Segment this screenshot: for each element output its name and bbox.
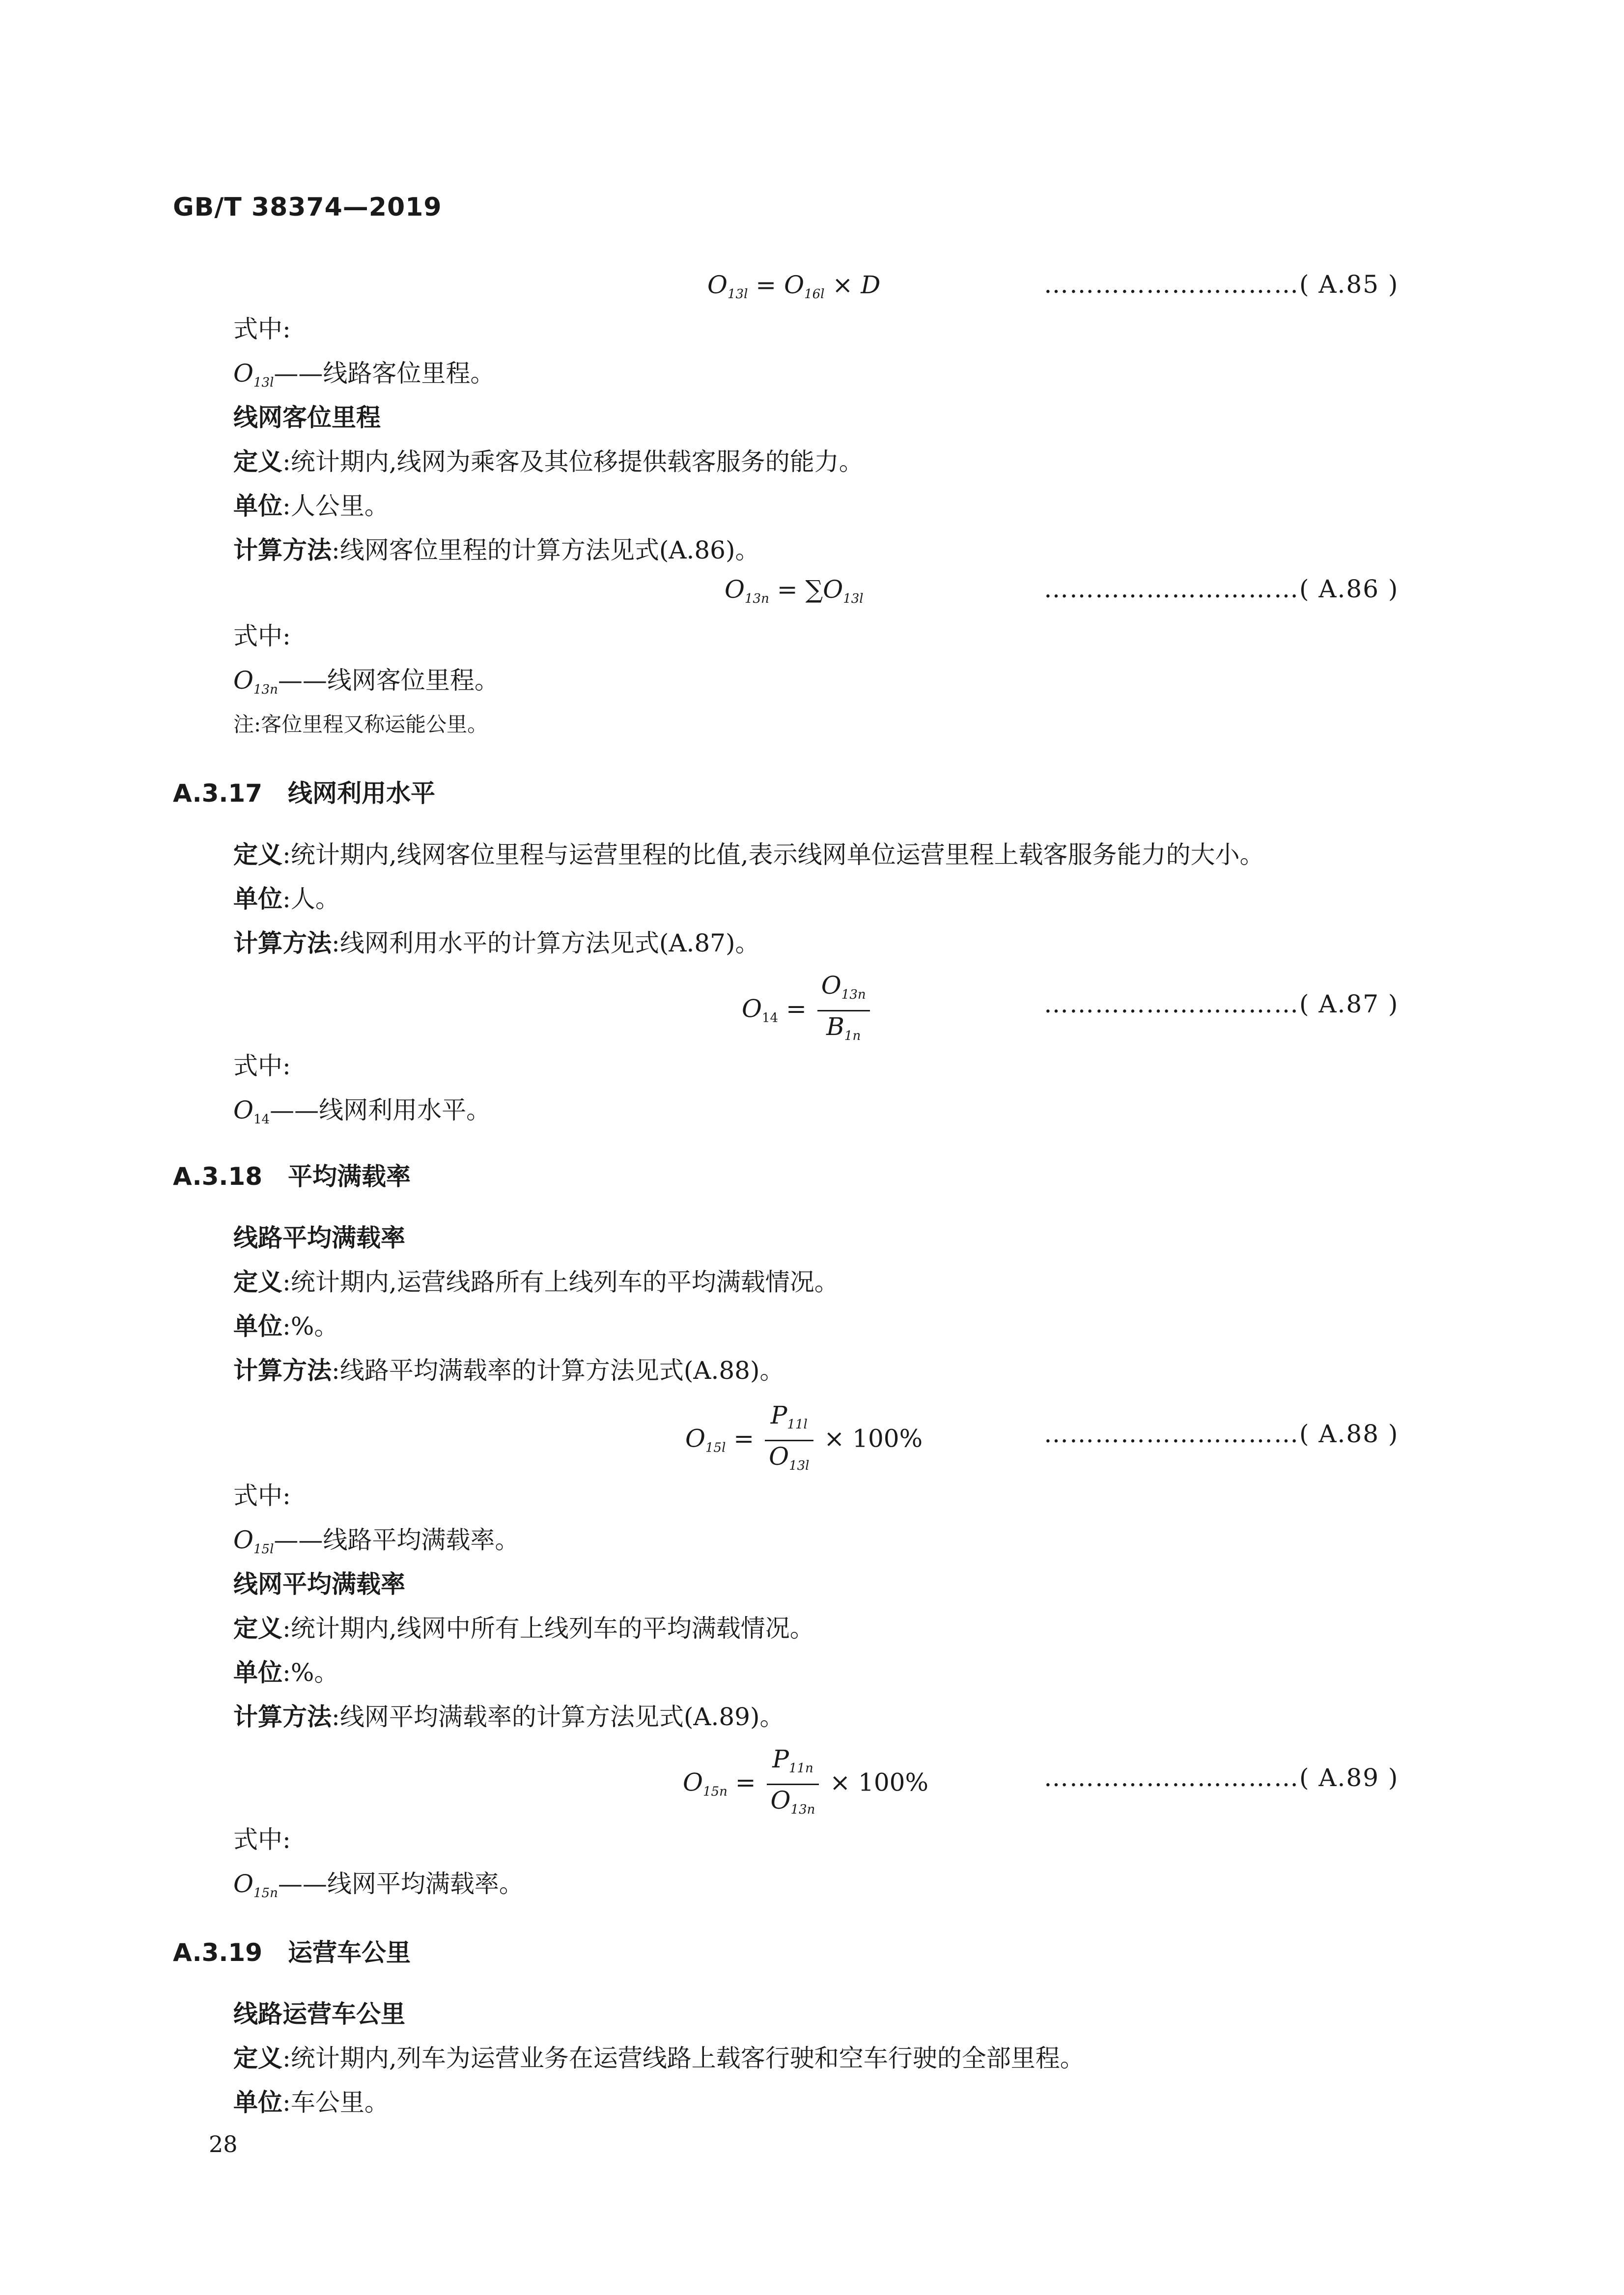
symbol-description: ——线网利用水平。 bbox=[270, 1096, 491, 1124]
section-number: A.3.18 bbox=[173, 1162, 262, 1191]
definition-text: :统计期内,列车为运营业务在运营线路上载客行驶和空车行驶的全部里程。 bbox=[282, 2044, 1085, 2072]
definition-text: :统计期内,线网中所有上线列车的平均满载情况。 bbox=[282, 1614, 814, 1643]
formula-subscript: 13l bbox=[789, 1458, 810, 1473]
formula-a87 bbox=[742, 970, 873, 1051]
shizhong-label: 式中: bbox=[233, 1052, 291, 1080]
formula-operator: = ∑ bbox=[769, 575, 823, 604]
unit-text: :%。 bbox=[282, 1658, 339, 1687]
calc-method-text: :线路平均满载率的计算方法见式(A.88)。 bbox=[332, 1356, 784, 1385]
formula-symbol: O bbox=[823, 575, 843, 604]
symbol-definition bbox=[233, 359, 495, 397]
formula-operator: × 100% bbox=[816, 1424, 923, 1453]
shizhong-label: 式中: bbox=[233, 1482, 291, 1510]
definition-line bbox=[233, 1614, 814, 1643]
symbol-definition bbox=[233, 1095, 491, 1134]
shizhong-label: 式中: bbox=[233, 1825, 291, 1854]
definition-text: :统计期内,运营线路所有上线列车的平均满载情况。 bbox=[282, 1268, 839, 1296]
fraction-numerator bbox=[765, 1400, 813, 1441]
formula-a86 bbox=[725, 575, 864, 614]
formula-subscript: 13n bbox=[745, 591, 769, 606]
calc-method-text: :线网利用水平的计算方法见式(A.87)。 bbox=[332, 929, 760, 957]
symbol-definition bbox=[233, 1525, 519, 1564]
formula-symbol: P bbox=[770, 1401, 787, 1429]
formula-symbol: O bbox=[770, 1786, 791, 1815]
formula-symbol: O bbox=[233, 1870, 253, 1898]
formula-symbol: O bbox=[233, 359, 253, 388]
calc-method-line bbox=[233, 928, 759, 958]
definition-label: 定义 bbox=[233, 1614, 282, 1643]
formula-subscript: 15n bbox=[253, 1886, 278, 1901]
symbol-description: ——线路客位里程。 bbox=[274, 359, 495, 388]
formula-subscript: 13l bbox=[843, 591, 864, 606]
formula-operator: × bbox=[824, 271, 861, 299]
section-title: 平均满载率 bbox=[287, 1162, 411, 1191]
formula-fraction bbox=[765, 1400, 813, 1481]
formula-fraction bbox=[767, 1744, 819, 1825]
equation-number-a87: …………………………( A.87 ) bbox=[1044, 990, 1399, 1018]
calc-method-line bbox=[233, 535, 759, 565]
formula-subscript: 15l bbox=[253, 1542, 274, 1557]
unit-line bbox=[233, 491, 389, 521]
subsection-title bbox=[233, 1569, 405, 1599]
subsection-title-text: 线网客位里程 bbox=[233, 403, 381, 432]
symbol-description: ——线网平均满载率。 bbox=[278, 1870, 524, 1898]
formula-subscript: 13n bbox=[253, 682, 278, 697]
formula-subscript: 13l bbox=[253, 375, 274, 390]
standard-number: GB/T 38374—2019 bbox=[173, 193, 442, 222]
section-title: 线网利用水平 bbox=[287, 779, 435, 808]
formula-operator: × 100% bbox=[822, 1768, 929, 1797]
formula-symbol: O bbox=[725, 575, 745, 604]
formula-operator: = bbox=[726, 1424, 762, 1453]
formula-subscript: 1n bbox=[844, 1029, 861, 1043]
note-text: 注:客位里程又称运能公里。 bbox=[233, 712, 488, 736]
definition-line bbox=[233, 2043, 1085, 2073]
formula-operator: = bbox=[748, 271, 784, 299]
calc-method-label: 计算方法 bbox=[233, 1356, 332, 1385]
formula-subscript: 15l bbox=[705, 1440, 726, 1455]
unit-label: 单位 bbox=[233, 885, 282, 913]
formula-symbol: O bbox=[821, 971, 841, 1000]
unit-line bbox=[233, 1658, 338, 1687]
shizhong-label: 式中: bbox=[233, 622, 291, 650]
subsection-title-text: 线路运营车公里 bbox=[233, 2000, 405, 2028]
shizhong-label: 式中: bbox=[233, 315, 291, 343]
definition-label: 定义 bbox=[233, 840, 282, 869]
formula-subscript: 13l bbox=[728, 287, 748, 302]
calc-method-label: 计算方法 bbox=[233, 929, 332, 957]
formula-subscript: 11n bbox=[788, 1761, 813, 1776]
definition-line bbox=[233, 1267, 839, 1297]
formula-symbol: O bbox=[685, 1424, 705, 1453]
formula-symbol: O bbox=[233, 666, 253, 695]
equation-number-a86: …………………………( A.86 ) bbox=[1044, 575, 1399, 603]
formula-symbol: O bbox=[784, 271, 805, 299]
calc-method-label: 计算方法 bbox=[233, 1703, 332, 1731]
fraction-denominator bbox=[817, 1011, 870, 1051]
unit-line bbox=[233, 1312, 338, 1341]
formula-operator: = bbox=[778, 994, 814, 1023]
formula-symbol: B bbox=[826, 1012, 844, 1041]
calc-method-text: :线网平均满载率的计算方法见式(A.89)。 bbox=[332, 1703, 784, 1731]
unit-text: :%。 bbox=[282, 1312, 339, 1341]
unit-line bbox=[233, 884, 340, 914]
section-number: A.3.17 bbox=[173, 779, 262, 808]
unit-line bbox=[233, 2088, 389, 2117]
definition-label: 定义 bbox=[233, 1268, 282, 1296]
unit-label: 单位 bbox=[233, 1312, 282, 1341]
subsection-title-text: 线路平均满载率 bbox=[233, 1224, 405, 1252]
formula-symbol: O bbox=[683, 1768, 703, 1797]
equation-number-a88: …………………………( A.88 ) bbox=[1044, 1420, 1399, 1448]
formula-operator: = bbox=[727, 1768, 764, 1797]
unit-text: :车公里。 bbox=[282, 2088, 389, 2117]
definition-label: 定义 bbox=[233, 2044, 282, 2072]
formula-symbol: O bbox=[769, 1442, 789, 1471]
calc-method-label: 计算方法 bbox=[233, 536, 332, 564]
fraction-numerator bbox=[767, 1744, 819, 1785]
page-number: 28 bbox=[209, 2131, 238, 2157]
formula-symbol: O bbox=[707, 271, 728, 299]
formula-symbol: P bbox=[772, 1745, 789, 1773]
formula-subscript: 13n bbox=[790, 1802, 815, 1817]
symbol-description: ——线网客位里程。 bbox=[278, 666, 499, 695]
formula-symbol: D bbox=[861, 271, 881, 299]
calc-method-line bbox=[233, 1356, 784, 1385]
formula-subscript: 15n bbox=[703, 1784, 728, 1799]
section-title: 运营车公里 bbox=[287, 1938, 411, 1967]
definition-text: :统计期内,线网客位里程与运营里程的比值,表示线网单位运营里程上载客服务能力的大小。 bbox=[282, 840, 1264, 869]
formula-subscript: 13n bbox=[841, 987, 866, 1002]
definition-label: 定义 bbox=[233, 448, 282, 476]
formula-symbol: O bbox=[233, 1526, 253, 1554]
formula-subscript: 14 bbox=[253, 1112, 270, 1127]
unit-text: :人公里。 bbox=[282, 492, 389, 520]
calc-method-line bbox=[233, 1702, 784, 1732]
formula-a89 bbox=[683, 1744, 928, 1825]
symbol-definition bbox=[233, 1869, 524, 1908]
fraction-denominator bbox=[765, 1441, 813, 1481]
unit-label: 单位 bbox=[233, 2088, 282, 2117]
section-heading-a3-19 bbox=[173, 1933, 411, 1968]
subsection-title bbox=[233, 403, 381, 432]
unit-label: 单位 bbox=[233, 492, 282, 520]
subsection-title bbox=[233, 1223, 405, 1253]
formula-fraction bbox=[817, 970, 870, 1051]
section-number: A.3.19 bbox=[173, 1938, 262, 1967]
symbol-definition bbox=[233, 666, 499, 704]
definition-text: :统计期内,线网为乘客及其位移提供载客服务的能力。 bbox=[282, 448, 864, 476]
unit-label: 单位 bbox=[233, 1658, 282, 1687]
subsection-title-text: 线网平均满载率 bbox=[233, 1570, 405, 1598]
section-heading-a3-18 bbox=[173, 1157, 411, 1192]
equation-number-a85: …………………………( A.85 ) bbox=[1044, 270, 1399, 299]
formula-symbol: O bbox=[233, 1096, 253, 1124]
formula-symbol: O bbox=[742, 994, 762, 1023]
calc-method-text: :线网客位里程的计算方法见式(A.86)。 bbox=[332, 536, 760, 564]
section-heading-a3-17 bbox=[173, 774, 435, 809]
formula-subscript: 11l bbox=[787, 1417, 808, 1432]
formula-a88 bbox=[685, 1400, 923, 1481]
formula-a85 bbox=[707, 270, 880, 309]
formula-subscript: 16l bbox=[804, 287, 825, 302]
definition-line bbox=[233, 840, 1264, 869]
equation-number-a89: …………………………( A.89 ) bbox=[1044, 1763, 1399, 1792]
symbol-description: ——线路平均满载率。 bbox=[274, 1526, 520, 1554]
definition-line bbox=[233, 447, 864, 476]
unit-text: :人。 bbox=[282, 885, 340, 913]
fraction-numerator bbox=[817, 970, 870, 1011]
formula-subscript: 14 bbox=[762, 1010, 779, 1026]
subsection-title bbox=[233, 1999, 405, 2029]
fraction-denominator bbox=[767, 1785, 819, 1825]
